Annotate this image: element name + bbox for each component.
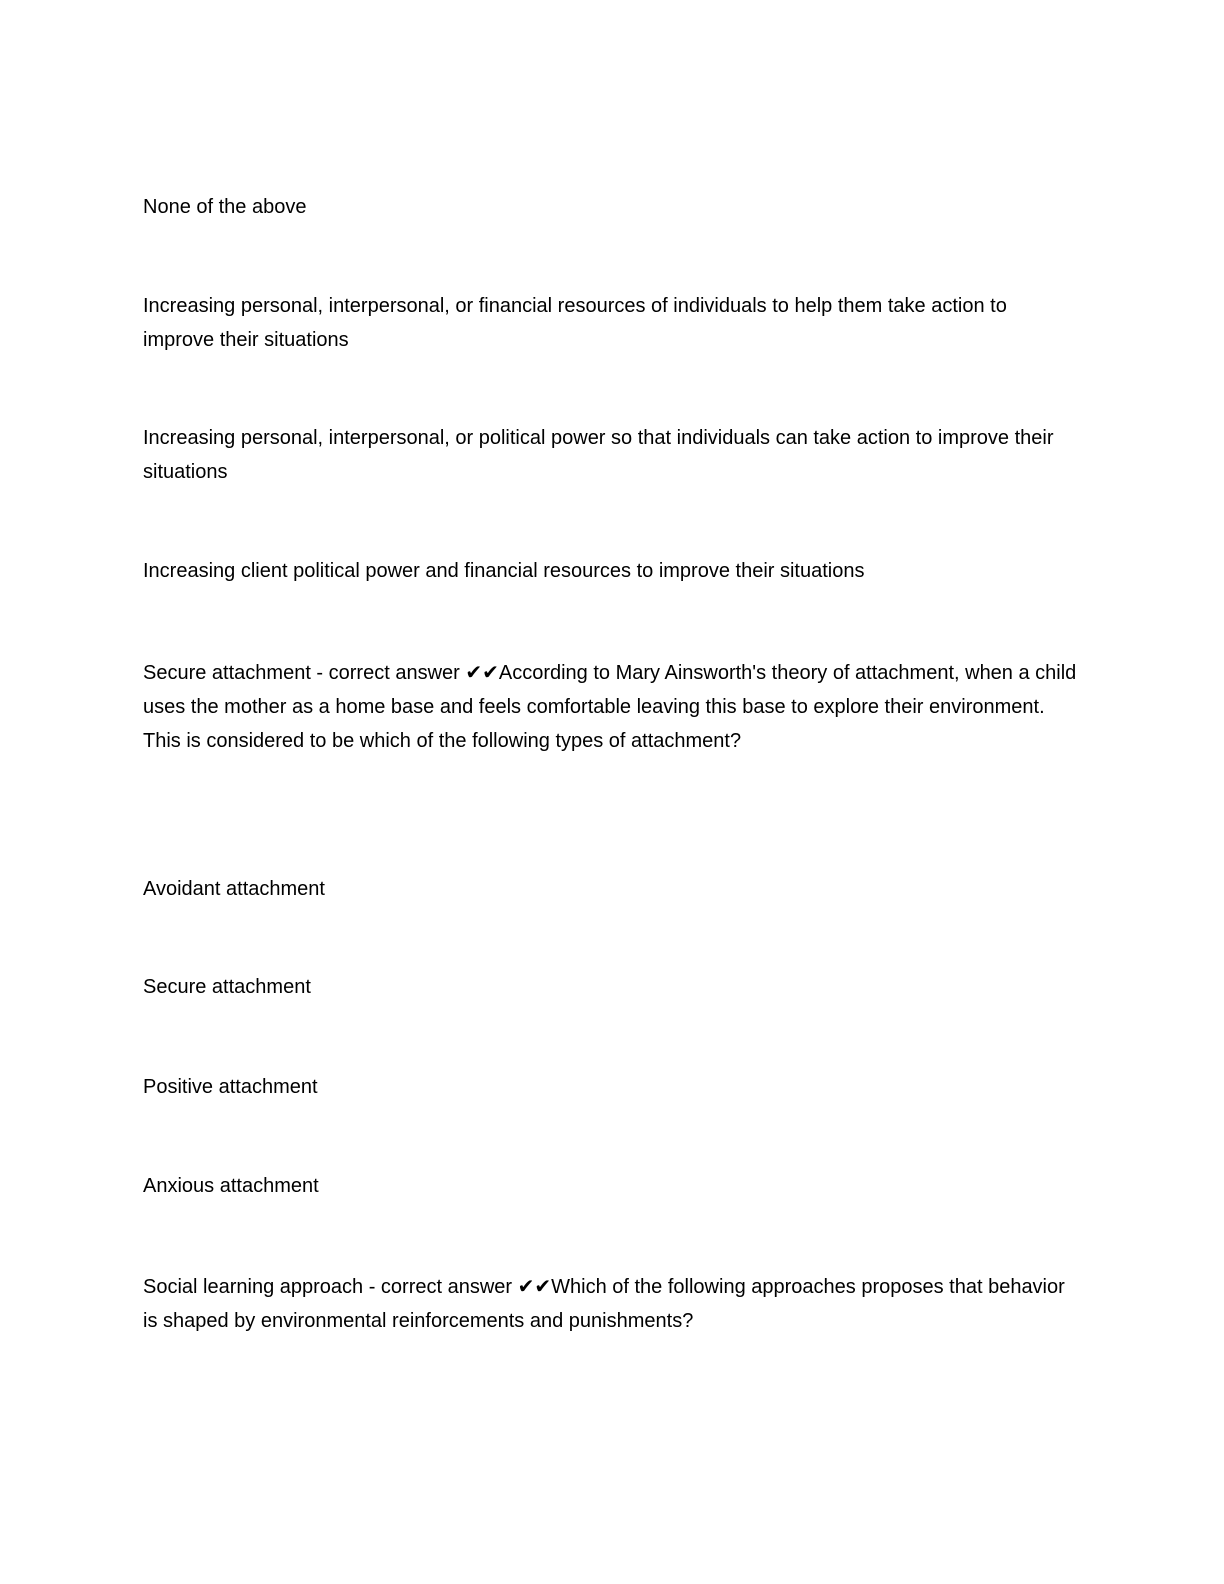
answer-option-secure-attachment: Secure attachment [143, 976, 311, 998]
question-attachment: Secure attachment - correct answer ✔✔According to Mary Ainsworth's theory of attachment, when a child uses the mother as a home base and feels comfortable leaving this base to explore their environment. This is considered to be which of the following types of attachment? [143, 662, 1077, 752]
answer-option-political-power: Increasing personal, interpersonal, or political power so that individuals can take action to improve their situations [143, 427, 1054, 483]
answer-option-anxious-attachment: Anxious attachment [143, 1175, 319, 1197]
answer-option-client-political-power: Increasing client political power and financial resources to improve their situations [143, 560, 865, 582]
answer-option-avoidant-attachment: Avoidant attachment [143, 878, 325, 900]
answer-option-positive-attachment: Positive attachment [143, 1076, 318, 1098]
answer-option-none-of-the-above: None of the above [143, 196, 307, 218]
answer-option-financial-resources: Increasing personal, interpersonal, or financial resources of individuals to help them take action to improve their situations [143, 295, 1007, 351]
question-social-learning: Social learning approach - correct answer ✔✔Which of the following approaches proposes that behavior is shaped by environmental reinforcements and punishments? [143, 1276, 1065, 1332]
